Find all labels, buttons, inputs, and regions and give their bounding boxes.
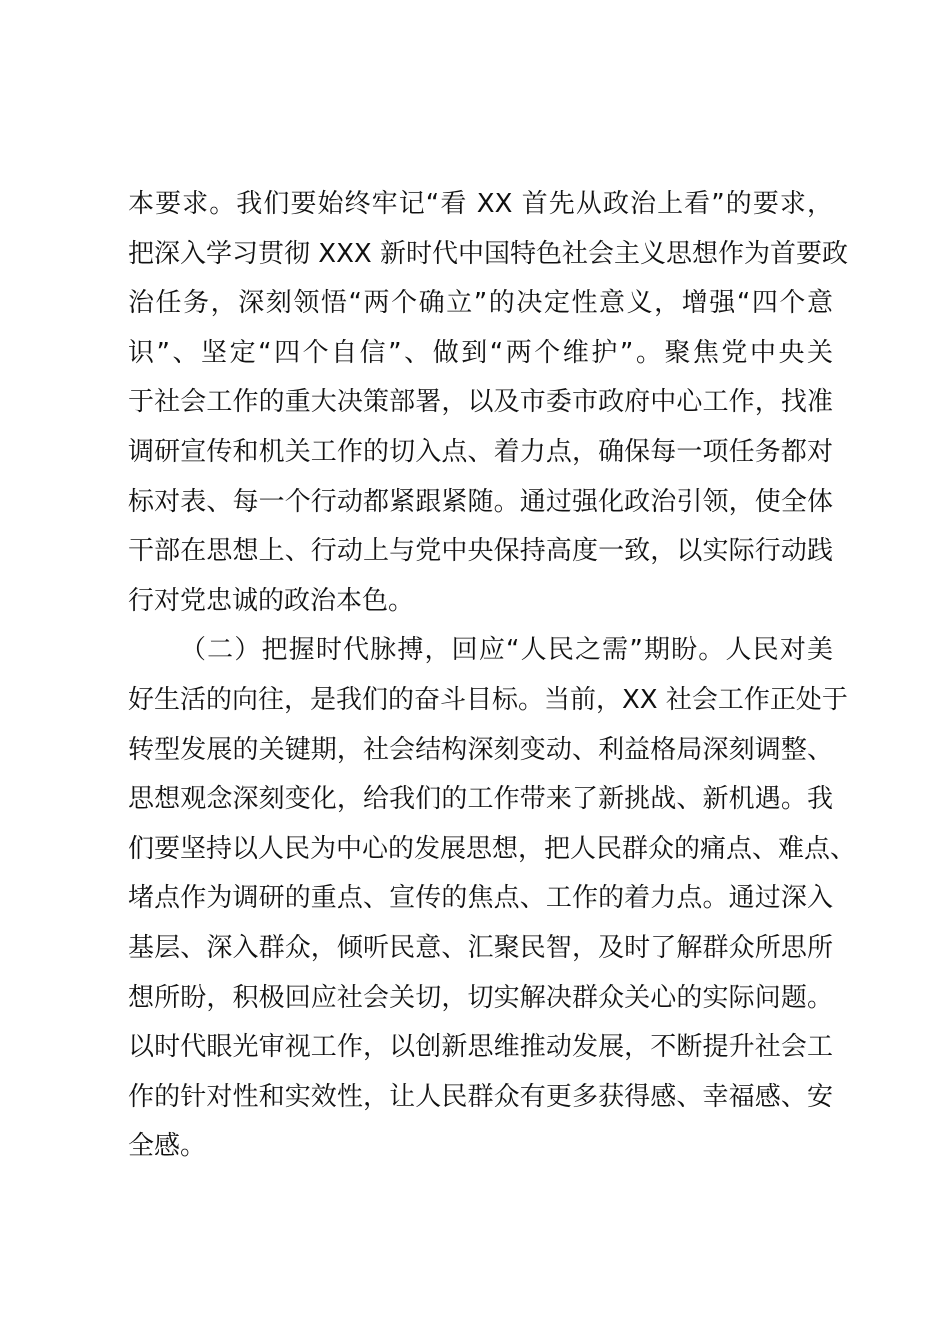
text-line: 全感。 xyxy=(128,1131,207,1162)
text-line: 想所盼，积极回应社会关切，切实解决群众关心的实际问题。 xyxy=(128,982,833,1013)
text-line: 基层、深入群众，倾听民意、汇聚民智，及时了解群众所思所 xyxy=(128,932,833,963)
text-line: 治任务，深刻领悟“两个确立”的决定性意义，增强“四个意 xyxy=(128,288,833,319)
text-line: 思想观念深刻变化，给我们的工作带来了新挑战、新机遇。我 xyxy=(128,784,833,815)
text-line: 把深入学习贯彻 XXX 新时代中国特色社会主义思想作为首要政 xyxy=(128,238,848,269)
text-line: 们要坚持以人民为中心的发展思想，把人民群众的痛点、难点、 xyxy=(128,833,857,864)
text-line: 转型发展的关键期，社会结构深刻变动、利益格局深刻调整、 xyxy=(128,734,833,765)
text-line: 好生活的向往，是我们的奋斗目标。当前，XX 社会工作正处于 xyxy=(128,684,848,715)
text-line: 调研宣传和机关工作的切入点、着力点，确保每一项任务都对 xyxy=(128,436,833,467)
text-line: 作的针对性和实效性，让人民群众有更多获得感、幸福感、安 xyxy=(128,1081,833,1112)
text-line: 堵点作为调研的重点、宣传的焦点、工作的着力点。通过深入 xyxy=(128,883,833,914)
text-line: 本要求。我们要始终牢记“看 XX 首先从政治上看”的要求， xyxy=(128,189,833,219)
paragraph-2 xyxy=(128,626,857,1172)
text-line: 标对表、每一个行动都紧跟紧随。通过强化政治引领，使全体 xyxy=(128,486,833,517)
text-line: 识”、坚定“四个自信”、做到“两个维护”。聚焦党中央关 xyxy=(128,337,833,368)
text-line: 以时代眼光审视工作，以创新思维推动发展，不断提升社会工 xyxy=(128,1032,833,1063)
text-line: 行对党忠诚的政治本色。 xyxy=(128,585,415,616)
body-text xyxy=(128,180,857,1172)
section-heading-line: （二）把握时代脉搏，回应“人民之需”期盼。人民对美 xyxy=(180,635,833,666)
text-line: 于社会工作的重大决策部署，以及市委市政府中心工作，找准 xyxy=(128,387,833,418)
text-line: 干部在思想上、行动上与党中央保持高度一致，以实际行动践 xyxy=(128,536,833,567)
paragraph-1 xyxy=(128,180,848,626)
